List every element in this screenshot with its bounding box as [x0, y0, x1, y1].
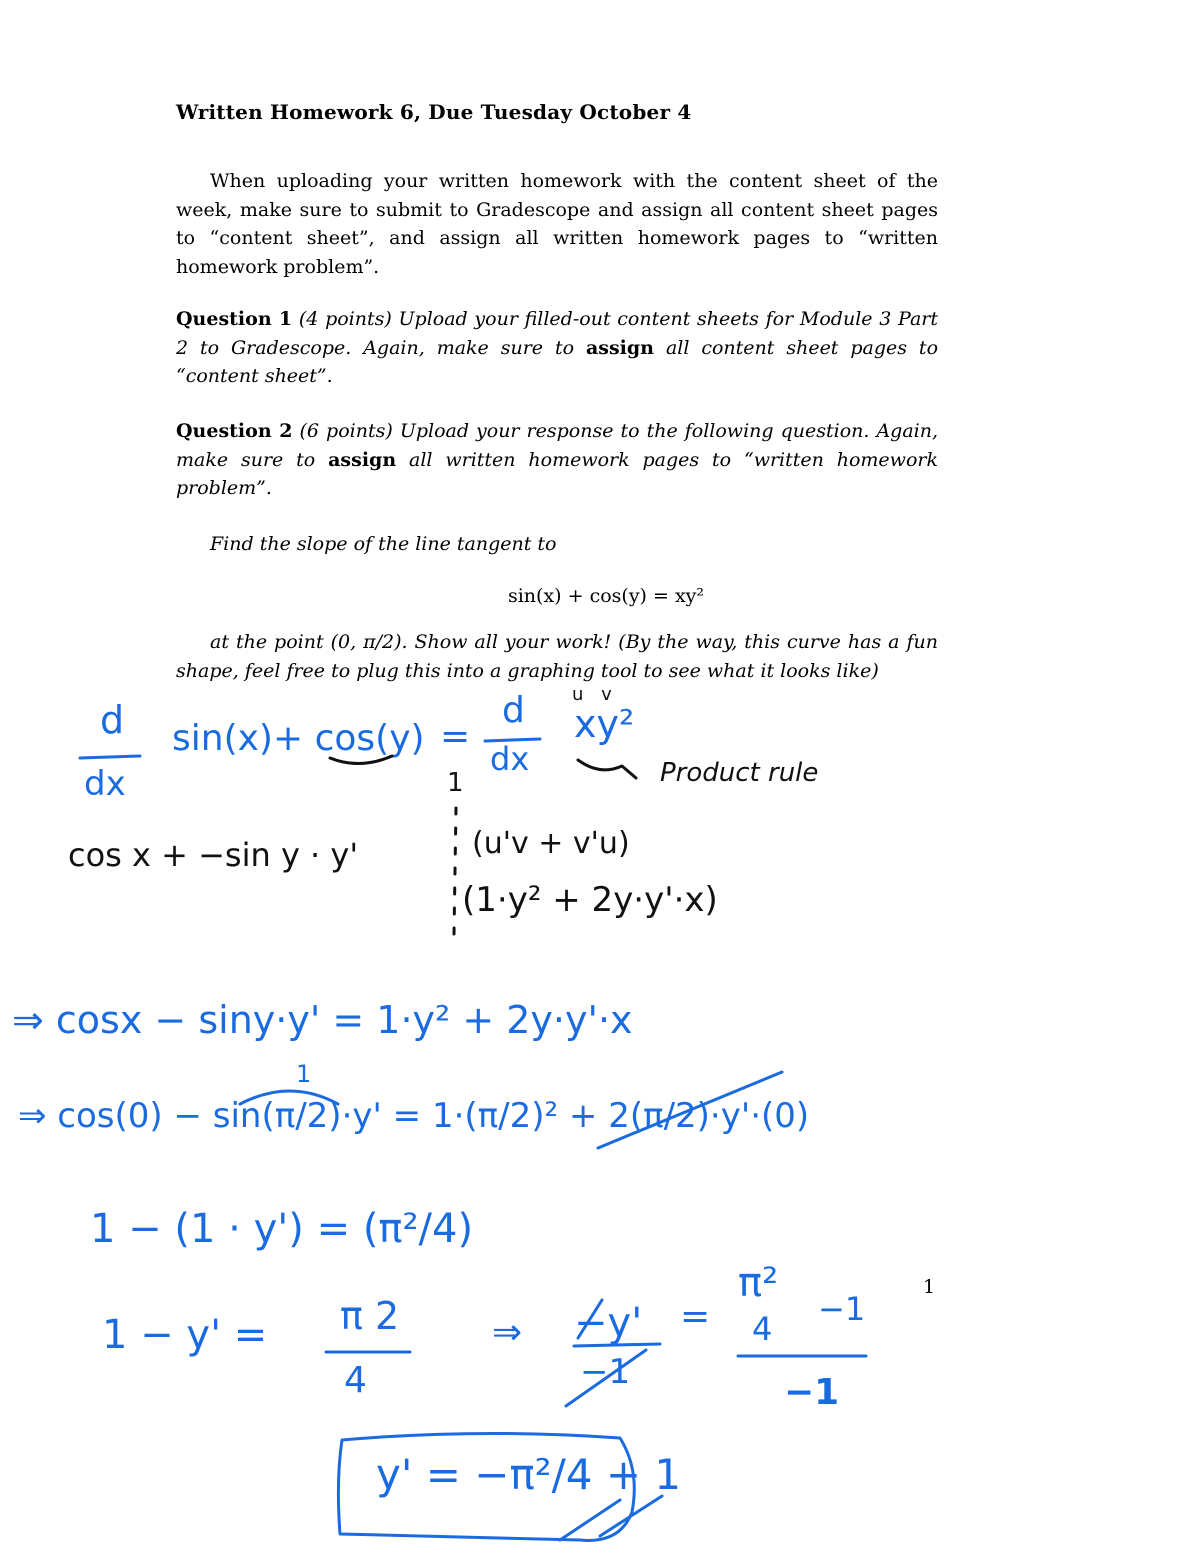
- hw-rhs-denominator: −1: [784, 1372, 840, 1413]
- hw-rhs-expr: xy²: [574, 702, 635, 746]
- hw-rhs-dx: dx: [490, 740, 530, 778]
- dashed-divider: [454, 808, 456, 934]
- problem-equation: sin(x) + cos(y) = xy²: [507, 585, 705, 607]
- underline-xy2: [578, 760, 636, 778]
- fraction-bar-y-prime: [574, 1344, 660, 1346]
- question-2-text: Upload your response to the following question. Again, make sure to: [176, 420, 939, 471]
- question-2-text-after: all written homework pages to “written homework problem”.: [176, 448, 938, 499]
- problem-followup: at the point (0, π/2). Show all your work! (By the way, this curve has a fun shape, feel free to plug this into a graphing tool to see what it looks like): [176, 631, 938, 682]
- hw-neg-one-left: −1: [580, 1352, 631, 1392]
- hw-d-top: d: [100, 698, 125, 742]
- hw-final-answer: y' = −π²/4 + 1: [376, 1450, 682, 1499]
- question-1-text: Upload your filled-out content sheets for Module 3 Part 2 to Gradescope. Again, make sure to: [176, 308, 938, 359]
- question-2-points: (6 points): [299, 420, 393, 442]
- hw-product-applied: (1·y² + 2y·y'·x): [462, 880, 718, 920]
- hw-line-simplified: 1 − (1 · y') = (π²/4): [90, 1206, 474, 1252]
- hw-lhs: sin(x)+ cos(y): [172, 718, 425, 759]
- question-1-points: (4 points): [298, 308, 392, 330]
- strike-neg-sign: [578, 1300, 602, 1338]
- hw-equals: =: [440, 716, 471, 757]
- final-answer-box: [338, 1433, 634, 1540]
- hw-left-derivative: cos x + −sin y · y': [68, 836, 359, 874]
- hw-neg-y-prime: −y': [574, 1300, 643, 1346]
- strike-zero-term: [598, 1072, 782, 1148]
- hw-dx-bottom: dx: [84, 764, 126, 804]
- page-title: Written Homework 6, Due Tuesday October 4: [176, 100, 692, 124]
- fraction-bar-right: [485, 739, 540, 741]
- hw-rhs-den: 4: [752, 1310, 773, 1348]
- hw-line-substituted: ⇒ cos(0) − sin(π/2)·y' = 1·(π/2)² + 2(π/2)·y'·(0): [18, 1096, 810, 1136]
- hw-minus-one: −1: [818, 1290, 866, 1328]
- arc-over-sin: [240, 1091, 338, 1104]
- hw-product-formula: (u'v + v'u): [472, 826, 630, 861]
- box-hatch-1: [560, 1500, 620, 1540]
- question-1-text-after: all content sheet pages to “content sheet”.: [176, 336, 939, 387]
- problem-prompt: Find the slope of the line tangent to: [210, 533, 557, 555]
- hw-rhs-num: π²: [738, 1260, 779, 1306]
- box-hatch-2: [600, 1496, 662, 1536]
- hw-pi-sq-num: π 2: [340, 1294, 400, 1338]
- question-2-label: Question 2: [176, 420, 293, 442]
- strike-neg-one: [566, 1350, 646, 1406]
- intro-paragraph: When uploading your written homework with the content sheet of the week, make sure to submit to Gradescope and assign all content sheet pages to “content sheet”, and assign all written homework pages to “written homework problem”.: [176, 170, 938, 278]
- fraction-bar-left: [80, 756, 140, 758]
- hw-equals-2: =: [680, 1296, 711, 1337]
- hw-sin-value-note: 1: [296, 1060, 312, 1088]
- hw-arrow-one: 1: [447, 768, 464, 798]
- hw-line-isolate: 1 − y' =: [102, 1312, 268, 1358]
- hw-implies: ⇒: [492, 1312, 523, 1353]
- underline-cos-y: [330, 756, 392, 764]
- question-1-assign: assign: [585, 336, 654, 359]
- hw-uv-labels: u v: [572, 684, 618, 705]
- hw-rhs-d-top: d: [502, 690, 525, 731]
- hw-pi-sq-den: 4: [344, 1360, 367, 1401]
- question-1-label: Question 1: [176, 308, 293, 330]
- hw-product-rule: Product rule: [660, 758, 819, 788]
- hw-line-combined: ⇒ cosx − siny·y' = 1·y² + 2y·y'·x: [12, 998, 633, 1042]
- page-number: 1: [923, 1276, 936, 1298]
- question-2-assign: assign: [328, 448, 397, 471]
